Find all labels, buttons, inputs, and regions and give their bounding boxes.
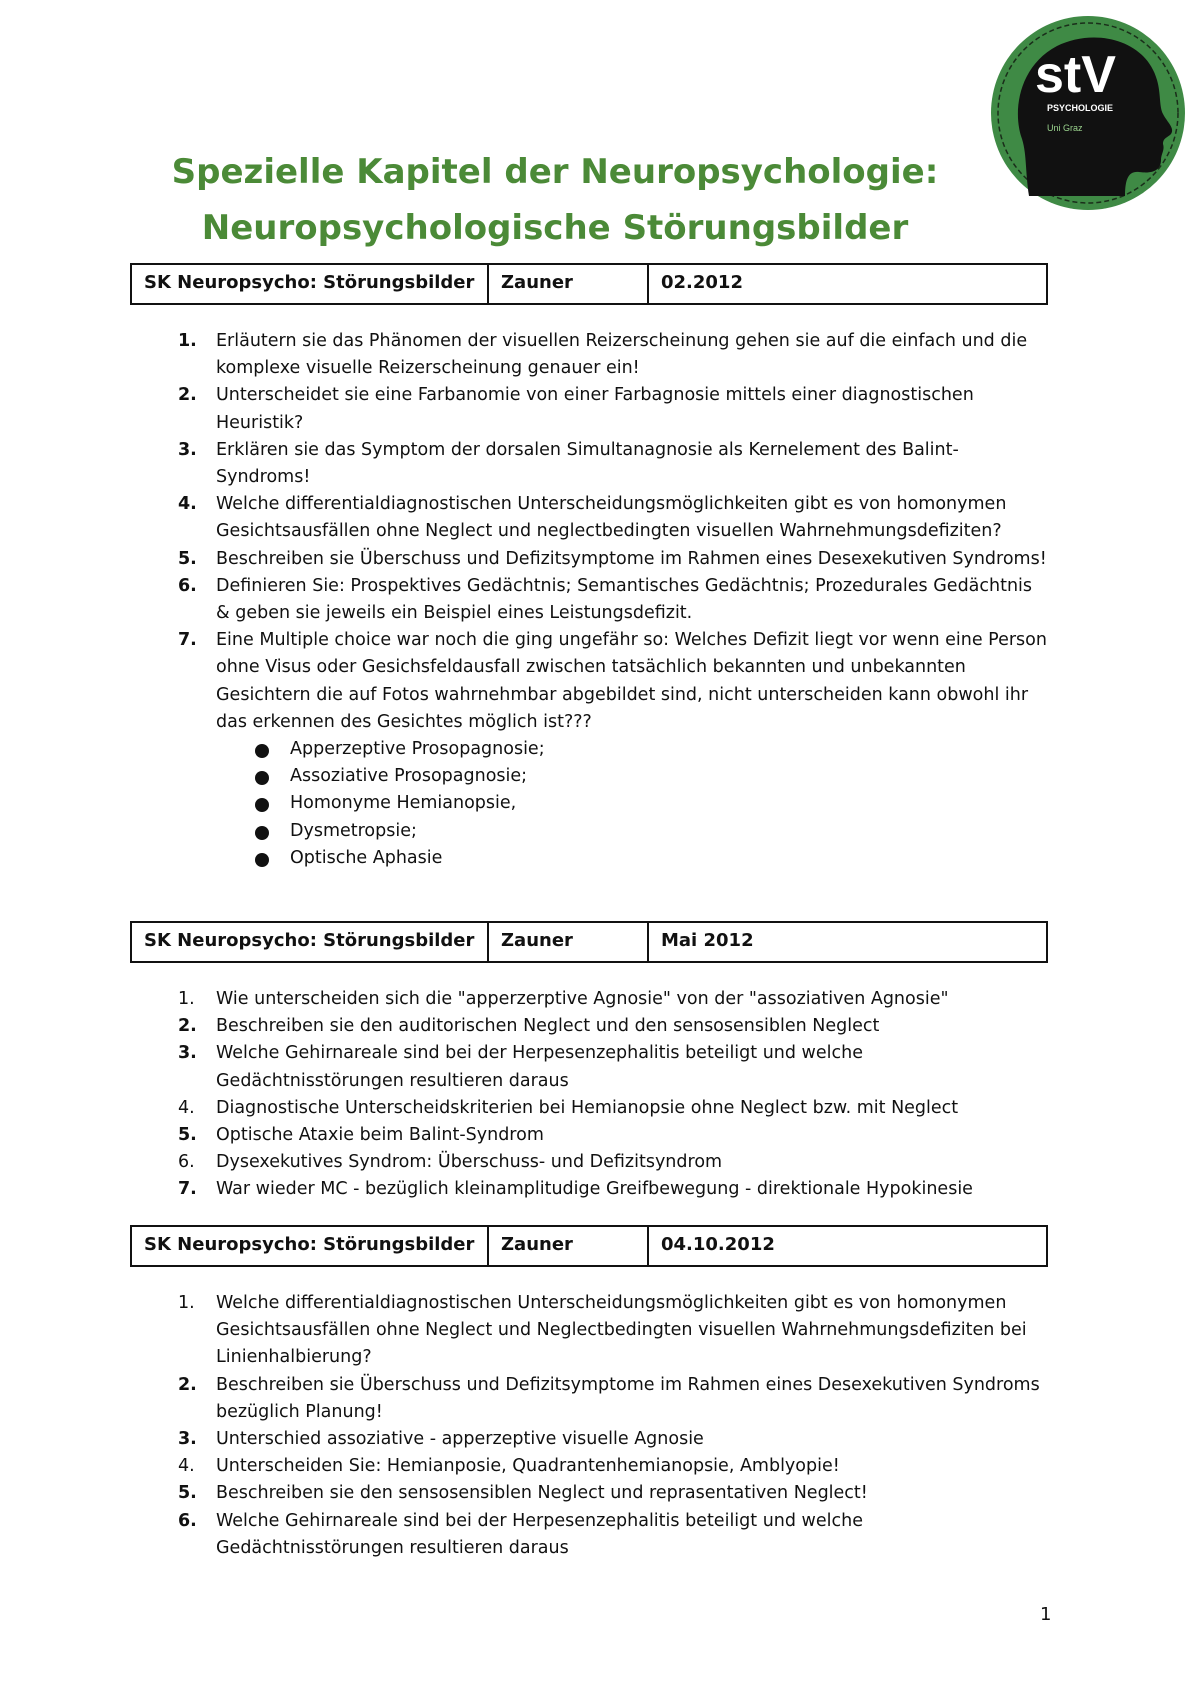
lecturer-cell: Zauner [489,265,649,303]
question-item [130,1122,1050,1149]
question-number: 3. [178,1043,197,1064]
option-text: Homonyme Hemianopsie, [290,793,517,814]
exam-section-1 [130,263,1050,872]
question-number: 3. [178,1429,197,1450]
question-item [130,1508,1050,1562]
option-text: Assoziative Prosopagnosie; [290,766,528,787]
question-item [130,1372,1050,1426]
question-number: 7. [178,630,197,651]
date-cell: 04.10.2012 [661,1234,775,1255]
question-item [130,1149,1050,1176]
question-item [130,1040,1050,1094]
bullet-icon [255,771,269,785]
question-text: Optische Ataxie beim Balint-Syndrom [216,1125,544,1146]
question-item [130,1290,1050,1372]
question-text: Beschreiben sie den sensosensiblen Neglect und reprasentativen Neglect! [216,1483,868,1504]
question-text: Welche differentialdiagnostischen Unterscheidungsmöglichkeiten gibt es von homonymen Gesichtsausfällen ohne Neglect und Neglectbedingten visuellen Wahrnehmungsdefiziten bei Linienhalbierung? [216,1293,1027,1368]
question-number: 6. [178,1510,197,1531]
course-cell: SK Neuropsycho: Störungsbilder [132,265,489,303]
option-text: Dysmetropsie; [290,820,417,841]
question-text: Unterscheidet sie eine Farbanomie von einer Farbagnosie mittels einer diagnostischen Heuristik? [216,385,974,433]
question-number: 4. [178,1097,195,1118]
exam-header-table [130,263,1048,305]
question-number: 7. [178,1179,197,1200]
course-cell: SK Neuropsycho: Störungsbilder [132,923,489,961]
bullet-icon [255,744,269,758]
lecturer-cell: Zauner [489,923,649,961]
question-list [130,986,1050,1204]
question-text: Definieren Sie: Prospektives Gedächtnis; Semantisches Gedächtnis; Prozedurales Gedächtnis & geben sie jeweils ein Beispiel eines Leistungsdefizit. [216,575,1033,624]
question-number: 6. [178,1152,195,1173]
question-text: Unterschied assoziative - apperzeptive visuelle Agnosie [216,1429,704,1450]
exam-section-2 [130,921,1050,1204]
page-number: 1 [1040,1604,1052,1625]
question-text: Diagnostische Unterscheidskriterien bei Hemianopsie ohne Neglect bzw. mit Neglect [216,1097,959,1118]
question-number: 5. [178,548,197,569]
question-text: Beschreiben sie Überschuss und Defizitsymptome im Rahmen eines Desexekutiven Syndroms bezüglich Planung! [216,1374,1040,1422]
question-item [130,1095,1050,1122]
question-item [130,1176,1050,1203]
question-number: 5. [178,1483,197,1504]
document-title [140,144,970,256]
question-text: Wie unterscheiden sich die "apperzerptive Agnosie" von der "assoziativen Agnosie" [216,989,949,1009]
question-item [130,1426,1050,1453]
exam-header-table [130,921,1048,963]
question-item [130,437,1050,491]
question-number: 3. [178,439,197,460]
question-text: Beschreiben sie Überschuss und Defizitsymptome im Rahmen eines Desexekutiven Syndroms! [216,548,1047,569]
question-item [130,328,1050,382]
question-number: 4. [178,1456,195,1477]
lecturer-cell: Zauner [489,1227,649,1265]
answer-options [130,736,1050,872]
question-number: 4. [178,494,197,515]
question-item [130,1453,1050,1480]
answer-option [130,790,1050,817]
question-item [130,491,1050,545]
exam-header-table [130,1225,1048,1267]
title-line-2: Neuropsychologische Störungsbilder [201,208,909,248]
logo-line1: PSYCHOLOGIE [1047,103,1114,113]
logo-text: stV [1035,46,1116,104]
answer-option [130,736,1050,763]
question-number: 2. [178,1374,197,1395]
question-item [130,1013,1050,1040]
question-item [130,1480,1050,1507]
question-list [130,328,1050,736]
stv-psychologie-logo [985,10,1191,216]
bullet-icon [255,853,269,867]
question-text: Erläutern sie das Phänomen der visuellen Reizerscheinung gehen sie auf die einfach und die komplexe visuelle Reizerscheinung genauer ein! [216,331,1028,379]
option-text: Optische Aphasie [290,847,443,868]
course-cell: SK Neuropsycho: Störungsbilder [132,1227,489,1265]
question-text: Welche Gehirnareale sind bei der Herpesenzephalitis beteiligt und welche Gedächtnisstörungen resultieren daraus [216,1043,863,1091]
answer-option [130,845,1050,872]
bullet-icon [255,798,269,812]
option-text: Apperzeptive Prosopagnosie; [290,739,545,760]
bullet-icon [255,826,269,840]
question-item [130,986,1050,1013]
question-list [130,1290,1050,1562]
date-cell: Mai 2012 [661,930,754,951]
question-item [130,382,1050,436]
date-cell: 02.2012 [661,272,743,293]
answer-option [130,818,1050,845]
question-number: 2. [178,1016,197,1037]
question-number: 1. [178,989,195,1009]
exam-section-3 [130,1225,1050,1562]
question-text: Dysexekutives Syndrom: Überschuss- und Defizitsyndrom [216,1152,723,1173]
question-text: Erklären sie das Symptom der dorsalen Simultanagnosie als Kernelement des Balint-Syndroms! [216,439,959,488]
question-number: 1. [178,1293,195,1313]
question-item [130,627,1050,736]
question-number: 5. [178,1125,197,1146]
question-text: Welche differentialdiagnostischen Unterscheidungsmöglichkeiten gibt es von homonymen Gesichtsausfällen ohne Neglect und neglectbedingten visuellen Wahrnehmungsdefiziten? [216,494,1007,542]
question-text: Welche Gehirnareale sind bei der Herpesenzephalitis beteiligt und welche Gedächtnisstörungen resultieren daraus [216,1510,863,1558]
logo-line2: Uni Graz [1047,123,1083,133]
answer-option [130,763,1050,790]
question-item [130,546,1050,573]
title-line-1: Spezielle Kapitel der Neuropsychologie: [171,152,939,192]
question-text: Beschreiben sie den auditorischen Neglect und den sensosensiblen Neglect [216,1016,880,1037]
question-number: 6. [178,575,197,596]
question-number: 2. [178,385,197,406]
question-text: Eine Multiple choice war noch die ging ungefähr so: Welches Defizit liegt vor wenn eine Person ohne Visus oder Gesichsfeldausfall zwischen tatsächlich bekannten und unbekannten Gesichtern die auf Fotos wahrnehmbar abgebildet sind, nicht unterscheiden kann obwohl ihr das erkennen des Gesichtes möglich ist??? [216,630,1047,732]
question-item [130,573,1050,627]
question-text: War wieder MC - bezüglich kleinamplitudige Greifbewegung - direktionale Hypokinesie [216,1179,973,1200]
question-number: 1. [178,331,197,351]
question-text: Unterscheiden Sie: Hemianposie, Quadrantenhemianopsie, Amblyopie! [216,1456,840,1477]
